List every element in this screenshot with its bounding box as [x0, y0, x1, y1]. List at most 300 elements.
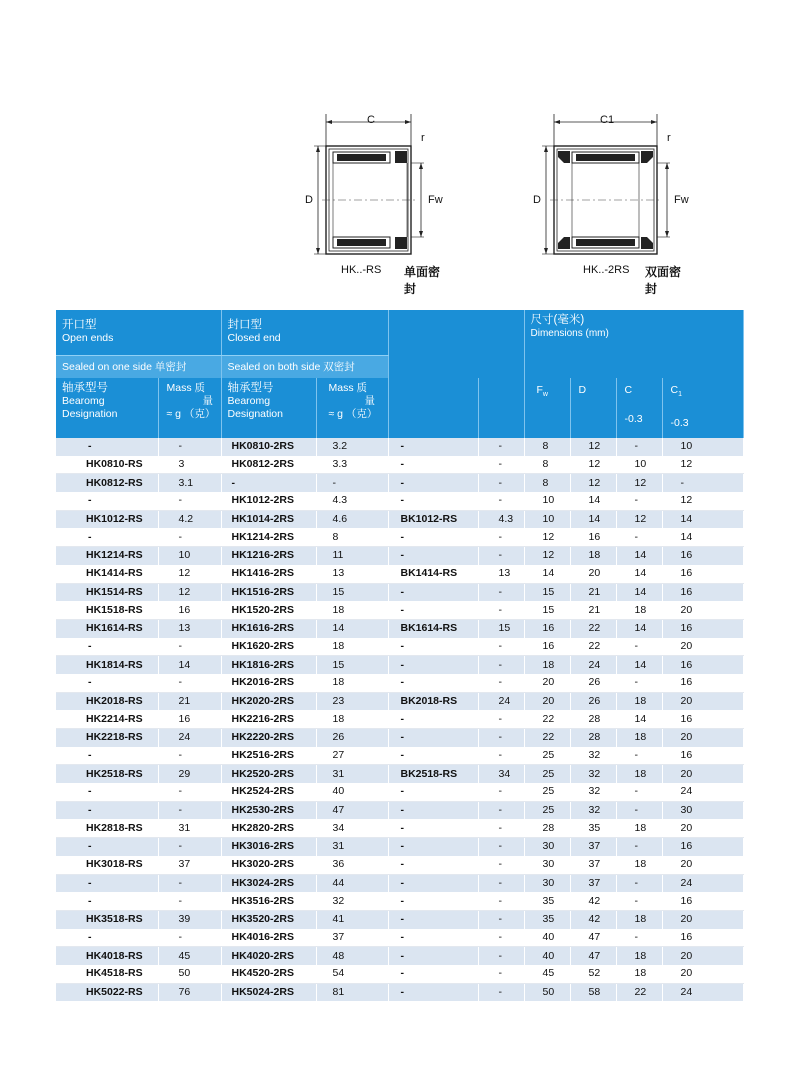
table-row [56, 474, 743, 492]
open-mass: 50 [158, 965, 221, 983]
open-designation: HK1518-RS [56, 601, 158, 619]
closed-mass: 23 [316, 692, 388, 710]
open-designation: - [56, 783, 158, 801]
dim-d-label: D [305, 194, 313, 206]
c1-value: 14 [662, 528, 743, 546]
c-value: 18 [616, 965, 662, 983]
c-value: - [616, 492, 662, 510]
d-value: 18 [570, 547, 616, 565]
table-row [56, 692, 743, 710]
bk-mass: - [478, 438, 524, 456]
open-designation: - [56, 929, 158, 947]
table-row [56, 929, 743, 947]
fw-value: 16 [524, 638, 570, 656]
bk-mass: - [478, 547, 524, 565]
open-designation: - [56, 638, 158, 656]
bk-mass: 4.3 [478, 510, 524, 528]
col-fw: $F_w$ [524, 378, 570, 438]
bk-mass: - [478, 838, 524, 856]
c-value: - [616, 747, 662, 765]
c1-value: 10 [662, 438, 743, 456]
header-row-group [56, 310, 743, 356]
closed-mass: 40 [316, 783, 388, 801]
closed-designation: HK1216-2RS [221, 547, 316, 565]
closed-mass: 31 [316, 765, 388, 783]
bk-designation: - [388, 983, 478, 1001]
c-value: - [616, 783, 662, 801]
open-designation: HK0810-RS [56, 456, 158, 474]
fw-value: 35 [524, 910, 570, 928]
table-row [56, 819, 743, 837]
bk-mass: - [478, 747, 524, 765]
bk-mass: - [478, 528, 524, 546]
mass-line2: 量 [364, 395, 375, 407]
d-value: 14 [570, 510, 616, 528]
header-dims-cn: 尺寸(毫米) [530, 314, 585, 326]
c1-value: 12 [662, 456, 743, 474]
closed-mass: 34 [316, 819, 388, 837]
open-mass: 39 [158, 910, 221, 928]
closed-designation: HK1516-2RS [221, 583, 316, 601]
open-mass: 31 [158, 819, 221, 837]
c-value: 14 [616, 619, 662, 637]
table-row [56, 492, 743, 510]
open-mass: 37 [158, 856, 221, 874]
closed-mass: 8 [316, 528, 388, 546]
closed-designation: HK2020-2RS [221, 692, 316, 710]
table-row [56, 947, 743, 965]
table-row [56, 638, 743, 656]
closed-mass: 81 [316, 983, 388, 1001]
header-open-en: Open ends [62, 332, 114, 344]
col-c [616, 378, 662, 438]
open-designation: HK0812-RS [56, 474, 158, 492]
col-c1-label: $C_1$ [670, 384, 682, 399]
c-value: - [616, 838, 662, 856]
closed-designation: HK1014-2RS [221, 510, 316, 528]
fw-value: 25 [524, 783, 570, 801]
designation-en2: Designation [227, 408, 283, 420]
bk-mass: 15 [478, 619, 524, 637]
bk-designation: - [388, 492, 478, 510]
bk-mass: - [478, 674, 524, 692]
open-designation: HK1214-RS [56, 547, 158, 565]
c-value: - [616, 929, 662, 947]
d-value: 37 [570, 838, 616, 856]
col-blank-1 [388, 378, 478, 438]
table-row [56, 547, 743, 565]
bk-mass: - [478, 910, 524, 928]
bk-designation: BK2518-RS [388, 765, 478, 783]
open-mass: 12 [158, 565, 221, 583]
designation-cn: 轴承型号 [62, 382, 108, 394]
d-value: 26 [570, 692, 616, 710]
fw-value: 22 [524, 729, 570, 747]
d-value: 22 [570, 619, 616, 637]
bk-mass: - [478, 801, 524, 819]
closed-mass: 11 [316, 547, 388, 565]
open-designation: - [56, 528, 158, 546]
dim-d-label: D [533, 194, 541, 206]
closed-mass: - [316, 474, 388, 492]
d-value: 42 [570, 910, 616, 928]
closed-designation: HK1012-2RS [221, 492, 316, 510]
col-c-tolerance: -0.3 [624, 413, 643, 425]
bk-mass: - [478, 656, 524, 674]
c1-value: 16 [662, 547, 743, 565]
bk-mass: - [478, 892, 524, 910]
c1-value: 16 [662, 747, 743, 765]
table-body [56, 438, 743, 1001]
bk-mass: - [478, 929, 524, 947]
fw-value: 16 [524, 619, 570, 637]
open-designation: HK2018-RS [56, 692, 158, 710]
closed-mass: 18 [316, 601, 388, 619]
fw-value: 20 [524, 692, 570, 710]
fw-value: 45 [524, 965, 570, 983]
c1-value: 20 [662, 601, 743, 619]
closed-mass: 44 [316, 874, 388, 892]
closed-designation: HK1816-2RS [221, 656, 316, 674]
open-designation: - [56, 874, 158, 892]
closed-designation: HK3016-2RS [221, 838, 316, 856]
bk-designation: - [388, 892, 478, 910]
bk-designation: - [388, 674, 478, 692]
d-value: 12 [570, 456, 616, 474]
c1-value: 24 [662, 983, 743, 1001]
fw-value: 25 [524, 801, 570, 819]
open-mass: - [158, 747, 221, 765]
closed-designation: HK2524-2RS [221, 783, 316, 801]
d-value: 32 [570, 783, 616, 801]
closed-mass: 13 [316, 565, 388, 583]
d-value: 32 [570, 801, 616, 819]
drawing-caption-code: HK..-RS [341, 264, 382, 276]
open-mass: - [158, 492, 221, 510]
dim-fw-label: Fw [428, 194, 443, 206]
fw-value: 35 [524, 892, 570, 910]
open-designation: - [56, 438, 158, 456]
bk-designation: - [388, 456, 478, 474]
d-value: 24 [570, 656, 616, 674]
c-value: 14 [616, 565, 662, 583]
closed-mass: 27 [316, 747, 388, 765]
bk-mass: - [478, 638, 524, 656]
bk-designation: - [388, 874, 478, 892]
c1-value: 20 [662, 819, 743, 837]
bk-mass: - [478, 601, 524, 619]
closed-mass: 4.3 [316, 492, 388, 510]
designation-cn: 轴承型号 [227, 382, 274, 394]
open-designation: HK2214-RS [56, 710, 158, 728]
d-value: 42 [570, 892, 616, 910]
c1-value: 12 [662, 492, 743, 510]
c-value: 12 [616, 474, 662, 492]
col-c1 [662, 378, 743, 438]
closed-designation: HK4016-2RS [221, 929, 316, 947]
c1-value: 20 [662, 692, 743, 710]
bk-designation: BK1614-RS [388, 619, 478, 637]
closed-mass: 48 [316, 947, 388, 965]
table-row [56, 910, 743, 928]
fw-value: 12 [524, 547, 570, 565]
header-closed-end [221, 310, 388, 356]
fw-value: 20 [524, 674, 570, 692]
c-value: 10 [616, 456, 662, 474]
designation-en2: Designation [62, 408, 118, 420]
bk-designation: - [388, 583, 478, 601]
open-mass: - [158, 838, 221, 856]
bk-designation: - [388, 438, 478, 456]
open-designation: HK3018-RS [56, 856, 158, 874]
c-value: - [616, 801, 662, 819]
open-mass: 13 [158, 619, 221, 637]
bk-designation: - [388, 819, 478, 837]
c1-value: 20 [662, 638, 743, 656]
bk-mass: - [478, 856, 524, 874]
table-row [56, 983, 743, 1001]
closed-mass: 18 [316, 710, 388, 728]
c1-value: 30 [662, 801, 743, 819]
bk-designation: - [388, 965, 478, 983]
header-closed-en: Closed end [227, 332, 281, 344]
open-designation: HK1814-RS [56, 656, 158, 674]
c1-value: 16 [662, 710, 743, 728]
closed-designation: HK0812-2RS [221, 456, 316, 474]
d-value: 32 [570, 765, 616, 783]
drawing-hk-2rs [528, 108, 689, 296]
bk-mass: 24 [478, 692, 524, 710]
open-mass: 3.1 [158, 474, 221, 492]
c-value: 14 [616, 710, 662, 728]
open-mass: 76 [158, 983, 221, 1001]
bk-mass: - [478, 819, 524, 837]
header-open-ends [56, 310, 221, 356]
open-designation: - [56, 674, 158, 692]
table-row [56, 710, 743, 728]
bk-designation: - [388, 547, 478, 565]
table-row [56, 510, 743, 528]
bk-mass: - [478, 783, 524, 801]
header-open-cn: 开口型 [62, 319, 97, 331]
c1-value: 20 [662, 947, 743, 965]
open-mass: - [158, 892, 221, 910]
open-mass: - [158, 674, 221, 692]
c1-value: 20 [662, 729, 743, 747]
bk-mass: - [478, 983, 524, 1001]
open-mass: 10 [158, 547, 221, 565]
header-dimensions [524, 310, 743, 378]
dim-c-label: C [367, 114, 375, 126]
fw-value: 22 [524, 710, 570, 728]
closed-designation: HK2516-2RS [221, 747, 316, 765]
closed-mass: 41 [316, 910, 388, 928]
c-value: 18 [616, 910, 662, 928]
bk-designation: - [388, 638, 478, 656]
open-mass: 3 [158, 456, 221, 474]
table-row [56, 619, 743, 637]
c1-value: 20 [662, 910, 743, 928]
d-value: 21 [570, 583, 616, 601]
d-value: 14 [570, 492, 616, 510]
c1-value: 16 [662, 929, 743, 947]
table-row [56, 601, 743, 619]
mass-line3: ≈ g （克） [166, 408, 216, 420]
table-row [56, 801, 743, 819]
open-designation: HK2818-RS [56, 819, 158, 837]
c-value: 18 [616, 819, 662, 837]
fw-value: 30 [524, 856, 570, 874]
c1-value: 14 [662, 510, 743, 528]
table-row [56, 438, 743, 456]
closed-mass: 31 [316, 838, 388, 856]
drawing-caption-cn: 单面密封 [404, 265, 441, 296]
d-value: 58 [570, 983, 616, 1001]
col-c1-tolerance: -0.3 [670, 417, 689, 430]
c-value: 18 [616, 765, 662, 783]
open-designation: HK1514-RS [56, 583, 158, 601]
c1-value: 16 [662, 892, 743, 910]
closed-designation: HK2016-2RS [221, 674, 316, 692]
bk-mass: - [478, 492, 524, 510]
bk-designation: - [388, 910, 478, 928]
designation-en1: Bearomg [62, 395, 105, 407]
d-value: 47 [570, 947, 616, 965]
open-mass: 12 [158, 583, 221, 601]
table-row [56, 747, 743, 765]
open-mass: 21 [158, 692, 221, 710]
bk-designation: - [388, 710, 478, 728]
bk-designation: - [388, 838, 478, 856]
closed-designation: HK4020-2RS [221, 947, 316, 965]
open-mass: - [158, 638, 221, 656]
open-mass: - [158, 929, 221, 947]
table-row [56, 838, 743, 856]
c-value: 12 [616, 510, 662, 528]
d-value: 35 [570, 819, 616, 837]
col-c-label: C [624, 384, 633, 396]
header-closed-cn: 封口型 [227, 319, 262, 331]
closed-designation: HK4520-2RS [221, 965, 316, 983]
fw-value: 8 [524, 456, 570, 474]
d-value: 28 [570, 729, 616, 747]
fw-value: 30 [524, 874, 570, 892]
bk-mass: - [478, 947, 524, 965]
closed-mass: 15 [316, 583, 388, 601]
closed-designation: HK1620-2RS [221, 638, 316, 656]
c1-value: 20 [662, 856, 743, 874]
col-designation-open [56, 378, 158, 438]
closed-mass: 18 [316, 674, 388, 692]
c-value: - [616, 674, 662, 692]
closed-designation: HK1214-2RS [221, 528, 316, 546]
header-dims-en: Dimensions (mm) [530, 328, 609, 339]
open-designation: HK1414-RS [56, 565, 158, 583]
closed-designation: HK2220-2RS [221, 729, 316, 747]
open-designation: HK2518-RS [56, 765, 158, 783]
fw-value: 10 [524, 510, 570, 528]
d-value: 47 [570, 929, 616, 947]
bk-mass: - [478, 583, 524, 601]
drawing-caption-cn: 双面密封 [645, 265, 682, 296]
bk-designation: - [388, 801, 478, 819]
table-row [56, 674, 743, 692]
bk-designation: - [388, 856, 478, 874]
open-mass: 16 [158, 710, 221, 728]
open-designation: - [56, 838, 158, 856]
c1-value: 16 [662, 674, 743, 692]
open-mass: - [158, 528, 221, 546]
bk-mass: - [478, 729, 524, 747]
designation-en1: Bearomg [227, 395, 271, 407]
bk-designation: - [388, 947, 478, 965]
drawing-hk-rs [300, 108, 450, 296]
table-row [56, 783, 743, 801]
open-mass: 4.2 [158, 510, 221, 528]
fw-value: 12 [524, 528, 570, 546]
bk-mass: - [478, 710, 524, 728]
fw-value: 15 [524, 601, 570, 619]
mass-line1: Mass 质 [166, 382, 206, 394]
col-mass-open [158, 378, 221, 438]
bk-designation: - [388, 474, 478, 492]
open-mass: - [158, 801, 221, 819]
c1-value: 20 [662, 765, 743, 783]
closed-designation: HK2520-2RS [221, 765, 316, 783]
closed-designation: HK3024-2RS [221, 874, 316, 892]
table-row [56, 528, 743, 546]
mass-line1: Mass 质 [328, 382, 368, 394]
open-designation: - [56, 747, 158, 765]
c-value: 14 [616, 547, 662, 565]
d-value: 22 [570, 638, 616, 656]
closed-designation: HK0810-2RS [221, 438, 316, 456]
table-row [56, 729, 743, 747]
closed-mass: 37 [316, 929, 388, 947]
closed-designation: HK1520-2RS [221, 601, 316, 619]
table-row [56, 583, 743, 601]
bk-designation: BK1012-RS [388, 510, 478, 528]
mass-line2: 量 [202, 395, 213, 407]
c-value: - [616, 438, 662, 456]
closed-designation: HK2530-2RS [221, 801, 316, 819]
d-value: 21 [570, 601, 616, 619]
dim-r-label: r [421, 132, 425, 144]
c1-value: 16 [662, 583, 743, 601]
d-value: 16 [570, 528, 616, 546]
c-value: - [616, 528, 662, 546]
fw-value: 25 [524, 765, 570, 783]
d-value: 26 [570, 674, 616, 692]
header-row-columns [56, 378, 743, 438]
open-designation: - [56, 801, 158, 819]
header-sealed-one: Sealed on one side 单密封 [56, 356, 221, 379]
header-sealed-both: Sealed on both side 双密封 [221, 356, 388, 379]
closed-mass: 14 [316, 619, 388, 637]
open-mass: 24 [158, 729, 221, 747]
c-value: - [616, 638, 662, 656]
d-value: 52 [570, 965, 616, 983]
d-value: 32 [570, 747, 616, 765]
fw-value: 8 [524, 438, 570, 456]
closed-mass: 32 [316, 892, 388, 910]
bk-designation: BK1414-RS [388, 565, 478, 583]
c1-value: 20 [662, 965, 743, 983]
d-value: 28 [570, 710, 616, 728]
fw-value: 40 [524, 929, 570, 947]
header-blank [388, 310, 524, 378]
c-value: 22 [616, 983, 662, 1001]
